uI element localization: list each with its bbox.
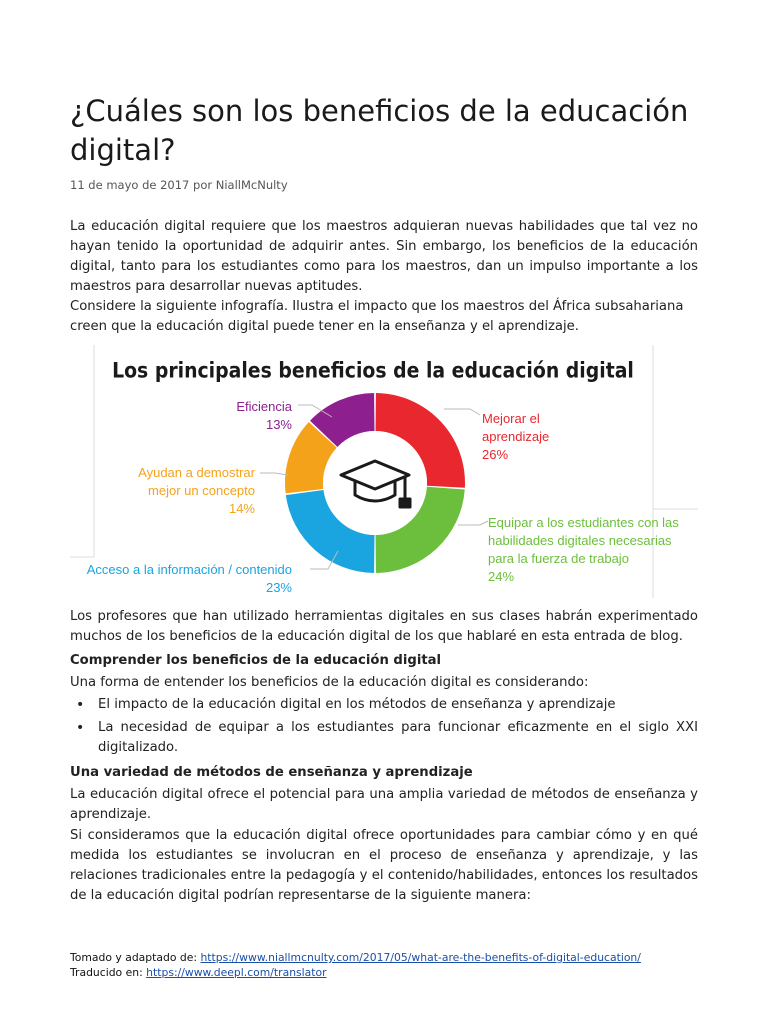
bullet-list: [70, 695, 698, 758]
slice-label: Acceso a la información / contenido 23%: [86, 562, 292, 595]
section-2-paragraph-1: La educación digital ofrece el potencial para una amplia variedad de métodos de enseñanza y aprendizaje.: [70, 787, 698, 822]
donut-chart: [70, 345, 698, 600]
byline: 11 de mayo de 2017 por NiallMcNulty: [70, 178, 288, 192]
page-title: ¿Cuáles son los beneficios de la educación digital?: [70, 94, 689, 167]
slice-label: Equipar a los estudiantes con las habilidades digitales necesarias para la fuerza de trabajo 24%: [488, 515, 679, 584]
section-heading-1: Comprender los beneficios de la educación digital: [70, 653, 442, 668]
list-item: • La necesidad de equipar a los estudiantes para funcionar eficazmente en el siglo XXI digitalizado.: [70, 718, 698, 758]
translation-credit: [70, 966, 327, 980]
section-1-paragraph: Una forma de entender los beneficios de la educación digital es considerando:: [70, 675, 589, 690]
section-2-paragraph-2: Si consideramos que la educación digital ofrece oportunidades para cambiar cómo y en qué medida los estudiantes se involucran en el proceso de enseñanza y aprendizaje, y las relaciones tradicionales entre la pedagogía y el contenido/habilidades, entonces los resultados de la educación digital podrían representarse de la siguiente manera:: [70, 828, 698, 903]
translator-link[interactable]: https://www.deepl.com/translator: [146, 966, 327, 979]
list-item: • El impacto de la educación digital en los métodos de enseñanza y aprendizaje: [70, 695, 698, 715]
slice-label: Ayudan a demostrar mejor un concepto 14%: [138, 465, 255, 516]
slice-label: Mejorar el aprendizaje 26%: [482, 411, 550, 462]
source-credit: [70, 951, 641, 965]
source-label: Tomado y adaptado de:: [70, 951, 201, 964]
chart-title: Los principales beneficios de la educación digital: [112, 357, 634, 383]
section-heading-2: Una variedad de métodos de enseñanza y aprendizaje: [70, 765, 473, 780]
intro-paragraph-2: Considere la siguiente infografía. Ilustra el impacto que los maestros del África subsahariana creen que la educación digital puede tener en la enseñanza y el aprendizaje.: [70, 299, 684, 334]
after-chart-paragraph: Los profesores que han utilizado herramientas digitales en sus clases habrán experimentado muchos de los beneficios de la educación digital de los que hablaré en esta entrada de blog.: [70, 609, 698, 644]
translated-label: Traducido en:: [70, 966, 147, 979]
infographic: [70, 345, 698, 600]
slice-label: Eficiencia 13%: [236, 399, 292, 432]
source-link[interactable]: https://www.niallmcnulty.com/2017/05/what-are-the-benefits-of-digital-education/: [200, 951, 641, 964]
intro-paragraph-1: La educación digital requiere que los maestros adquieran nuevas habilidades que tal vez no hayan tenido la oportunidad de adquirir antes. Sin embargo, los beneficios de la educación digital, tanto para los estudiantes como para los maestros, dan un impulso importante a los maestros para desarrollar nuevas aptitudes.: [70, 219, 698, 294]
